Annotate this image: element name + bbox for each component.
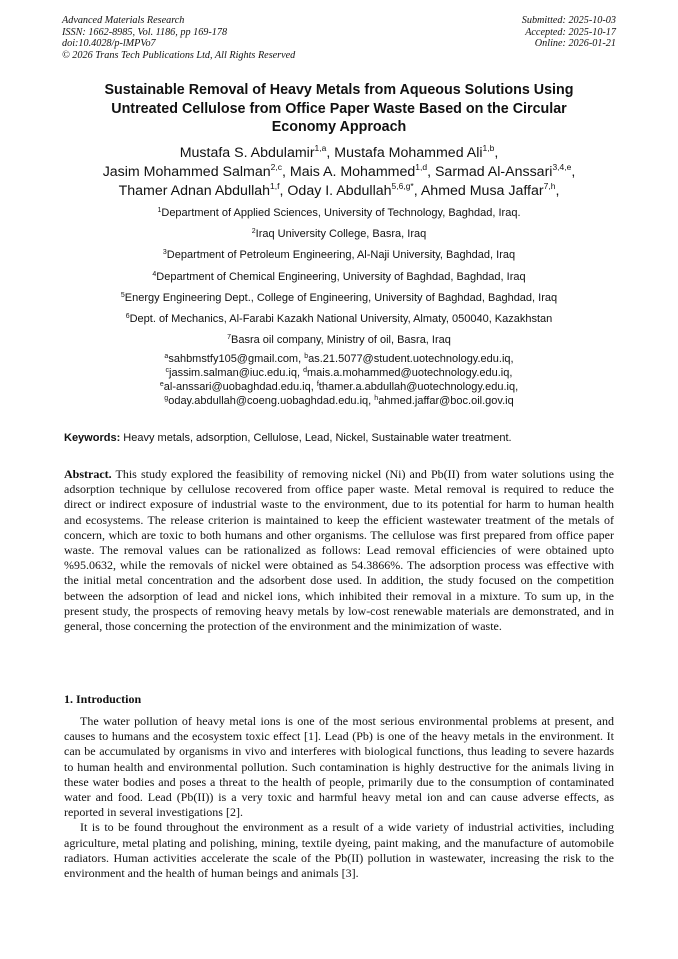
- affiliation-text: Department of Applied Sciences, University of Technology, Baghdad, Iraq.: [161, 207, 521, 219]
- author-separator: ,: [571, 164, 576, 181]
- affiliation-text: Iraq University College, Basra, Iraq: [255, 228, 427, 241]
- author-affiliation-mark: 5,6,g*: [391, 181, 414, 192]
- affiliation-number: 1: [157, 207, 162, 214]
- author-affiliation-mark: 1,f: [270, 181, 280, 192]
- abstract-section: [64, 467, 614, 634]
- journal-copyright: © 2026 Trans Tech Publications Ltd, All Rights Reserved: [62, 49, 296, 61]
- submission-dates: [522, 15, 616, 50]
- author-separator: ,: [279, 183, 288, 200]
- author-line: [30, 144, 648, 163]
- email-mark: h: [374, 395, 379, 402]
- affiliation: [40, 247, 638, 268]
- submitted-date: Submitted: 2025-10-03: [521, 15, 616, 26]
- email-address[interactable]: oday.abdullah@coeng.uobaghdad.edu.iq,: [168, 395, 375, 407]
- email-address[interactable]: thamer.a.abdullah@uotechnology.edu.iq,: [318, 381, 519, 393]
- journal-info: [62, 15, 295, 61]
- affiliation-number: 2: [251, 228, 256, 236]
- author-affiliation-mark: 1,a: [314, 143, 327, 153]
- affiliation-text: Energy Engineering Dept., College of Engineering, University of Baghdad, Baghdad, Iraq: [124, 291, 558, 304]
- affiliation: [40, 269, 638, 290]
- email-address[interactable]: jassim.salman@iuc.edu.iq,: [169, 367, 304, 379]
- journal-issn: ISSN: 1662-8985, Vol. 1186, pp 169-178: [62, 26, 228, 38]
- author-affiliation-mark: 7,h: [543, 181, 556, 192]
- email-mark: a: [164, 353, 169, 360]
- abstract-label: Abstract.: [64, 467, 112, 481]
- email-mark: c: [165, 367, 170, 374]
- affiliation-number: 3: [162, 249, 167, 257]
- journal-name: Advanced Materials Research: [62, 15, 185, 26]
- introduction-body: [64, 714, 614, 881]
- author-name: Ahmed Musa Jaffar: [420, 183, 544, 200]
- journal-doi: doi:10.4028/p-lMPVo7: [62, 38, 156, 50]
- email-address[interactable]: sahbmstfy105@gmail.com,: [168, 353, 305, 365]
- paragraph: The water pollution of heavy metal ions is one of the most serious environmental problems at present, and causes to humans and the ecosystem toxic effect [1]. Lead (Pb) is one of the heavy metals in the environment. It can be accumulated by organisms in vivo and interferes with biological functions, thus leading to severe hazards to human health and environmental pollution. Such contamination is highly destructive for the animals living in these water bodies and poses a threat to the health of people, primarily due to the consumption of contaminated water and food. Lead (Pb(II)) is a very toxic and harmful heavy metal ion and can cause adverse effects, as reported in several investigations [2].: [64, 714, 614, 820]
- email-mark: g: [164, 395, 169, 402]
- author-affiliation-mark: 3,4,e: [552, 162, 572, 173]
- affiliation-list: [40, 205, 638, 353]
- affiliation-number: 6: [125, 312, 130, 320]
- paper-title: [40, 81, 638, 137]
- email-mark: f: [316, 381, 319, 388]
- affiliation-number: 7: [227, 334, 231, 342]
- affiliation-text: Dept. of Mechanics, Al-Farabi Kazakh National University, Almaty, 050040, Kazakhstan: [129, 312, 553, 325]
- keywords-label: Keywords:: [64, 432, 121, 444]
- email-address[interactable]: ahmed.jaffar@boc.oil.gov.iq: [378, 395, 514, 407]
- affiliation-number: 5: [120, 291, 125, 299]
- author-affiliation-mark: 1,b: [482, 143, 495, 153]
- author-line: [30, 182, 648, 201]
- title-line: Economy Approach: [271, 119, 407, 135]
- author-name: Jasim Mohammed Salman: [102, 164, 271, 181]
- affiliation: [40, 205, 638, 226]
- author-affiliation-mark: 1,d: [415, 162, 428, 173]
- email-mark: d: [303, 367, 308, 374]
- affiliation: [40, 290, 638, 311]
- section-heading-introduction: 1. Introduction: [64, 692, 142, 706]
- author-name: Mais A. Mohammed: [289, 164, 416, 181]
- author-separator: ,: [413, 183, 421, 200]
- affiliation-text: Department of Petroleum Engineering, Al-Naji University, Baghdad, Iraq: [166, 249, 516, 262]
- author-name: Thamer Adnan Abdullah: [118, 183, 271, 200]
- online-date: Online: 2026-01-21: [534, 38, 616, 50]
- email-address[interactable]: mais.a.mohammed@uotechnology.edu.iq,: [307, 367, 513, 379]
- author-name: Mustafa S. Abdulamir: [179, 145, 315, 161]
- email-address[interactable]: al-anssari@uobaghdad.edu.iq,: [163, 381, 317, 393]
- author-name: Sarmad Al-Anssari: [434, 164, 553, 181]
- email-line: [40, 366, 638, 380]
- email-address[interactable]: as.21.5077@student.uotechnology.edu.iq,: [308, 353, 514, 365]
- keywords-text: Heavy metals, adsorption, Cellulose, Lead, Nickel, Sustainable water treatment.: [120, 432, 512, 444]
- affiliation-number: 4: [152, 270, 157, 278]
- email-line: [40, 380, 638, 394]
- affiliation-text: Department of Chemical Engineering, University of Baghdad, Baghdad, Iraq: [156, 270, 526, 283]
- affiliation: [40, 332, 638, 353]
- author-affiliation-mark: 2,c: [270, 162, 282, 173]
- paragraph: It is to be found throughout the environment as a result of a wide variety of industrial activities, including agriculture, metal plating and polishing, mining, textile dyeing, paint making, and the manufacture of automobile radiators. Human activities accelerate the scale of the Pb(II) pollution in wastewater, increasing the risk to the environment and the health of human beings and animals [3].: [64, 820, 614, 881]
- author-separator: ,: [555, 183, 560, 200]
- author-separator: ,: [427, 164, 435, 181]
- title-line: Untreated Cellulose from Office Paper Waste Based on the Circular: [111, 100, 567, 117]
- title-line: Sustainable Removal of Heavy Metals from Aqueous Solutions Using: [104, 82, 574, 98]
- author-separator: ,: [281, 164, 290, 181]
- affiliation: [40, 311, 638, 332]
- author-separator: ,: [326, 145, 335, 161]
- email-line: [40, 394, 638, 408]
- keywords-section: [64, 431, 616, 445]
- author-separator: ,: [494, 145, 499, 161]
- author-name: Mustafa Mohammed Ali: [334, 145, 483, 161]
- email-mark: e: [159, 381, 164, 388]
- email-mark: b: [304, 353, 309, 360]
- author-name: Oday I. Abdullah: [287, 183, 392, 200]
- email-line: [40, 352, 638, 366]
- author-list: [30, 144, 648, 202]
- affiliation-text: Basra oil company, Ministry of oil, Basra, Iraq: [231, 334, 451, 347]
- abstract-text: This study explored the feasibility of removing nickel (Ni) and Pb(II) from water solutions using the adsorption technique by cellulose recovered from office paper waste. Metal removal is required to reduce the direct or indirect exposure of industrial waste to the environment, due to its potential for harm to human health and ecosystems. The release criterion is maintained to keep the efficient wastewater treatment of the metals of concern, which are toxic to both humans and other organisms. The cellulose was first prepared from office paper waste. The removal values can be rationalized as follows: Lead removal efficiencies of were obtained upto %95.0632, while the removals of nickel were obtained as 54.3866%. The adsorption process was effective with the initial metal concentration and the adsorbent dose used. In addition, the study focused on the competition between the adsorption of lead and nickel ions, which inhibited their removal in a mixture. To sum up, in the present study, the prospects of removing heavy metals by low-cost renewable materials are demonstrated, and in general, those concerning the protection of the environment and the minimization of waste.: [64, 467, 614, 634]
- email-list: [40, 352, 638, 408]
- affiliation: [40, 226, 638, 247]
- accepted-date: Accepted: 2025-10-17: [525, 26, 616, 38]
- author-line: [30, 163, 648, 182]
